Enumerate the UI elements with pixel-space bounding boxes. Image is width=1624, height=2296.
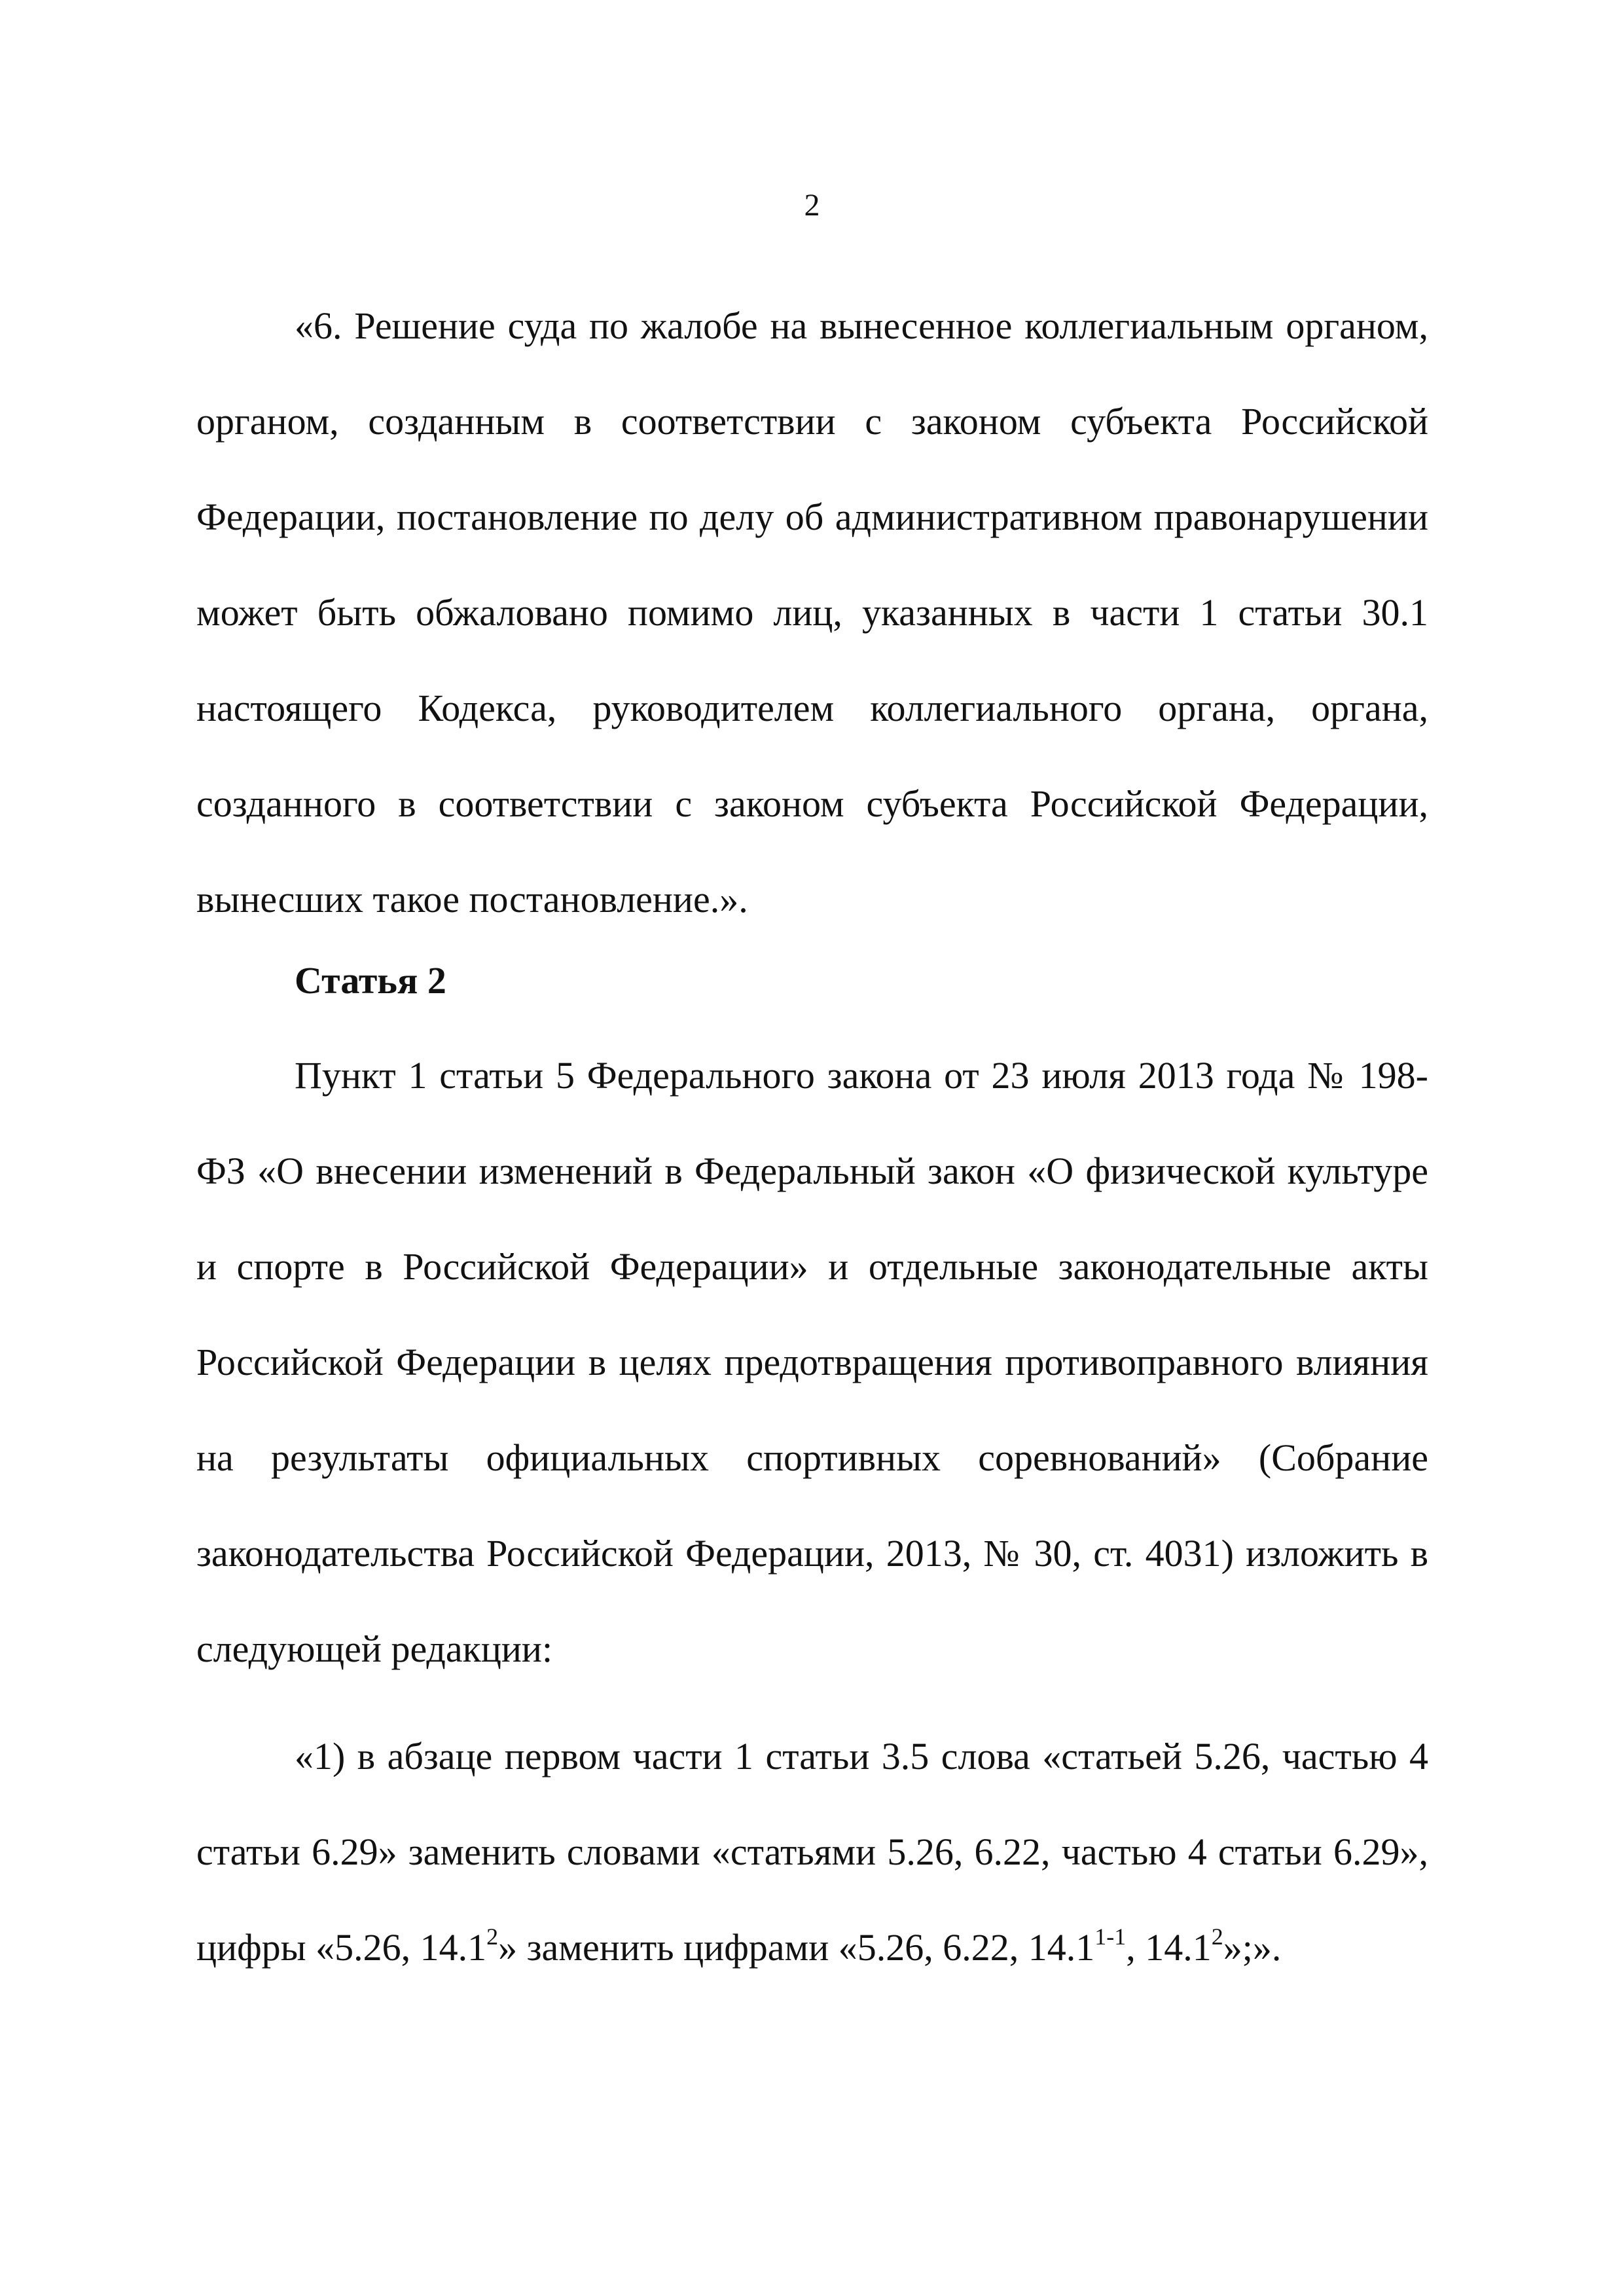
amendment-text-1: «1) в абзаце первом части 1 статьи 3.5 слова «статьей 5.26, частью 4 статьи 6.29» заменить словами «статьями 5.26, 6.22, частью 4 статьи 6.29», цифры «5.26, 14.1 [196, 1735, 1428, 1969]
amendment-text-2: » заменить цифрами «5.26, 6.22, 14.1 [498, 1926, 1095, 1969]
superscript-3: 2 [1211, 1923, 1223, 1950]
paragraph-block-2 [196, 1028, 1428, 1697]
amendment-text-4: »;». [1223, 1926, 1282, 1969]
paragraph-block-3 [196, 1709, 1428, 1995]
paragraph-block-1 [196, 278, 1428, 947]
superscript-1: 2 [486, 1923, 499, 1950]
page-number: 2 [804, 188, 820, 223]
paragraph-amendment-point-1 [196, 1709, 1428, 1995]
amendment-text-3: , 14.1 [1126, 1926, 1212, 1969]
article-heading: Статья 2 [295, 959, 446, 1002]
paragraph-article-2: Пункт 1 статьи 5 Федерального закона от 23 июля 2013 года № 198-ФЗ «О внесении изменений в Федеральный закон «О физической культуре и спорте в Российской Федерации» и отдельные законодательные акты Российской Федерации в целях предотвращения противоправного влияния на результаты официальных спортивных соревнований» (Собрание законодательства Российской Федерации, 2013, № 30, ст. 4031) изложить в следующей редакции: [196, 1054, 1428, 1670]
superscript-2: 1-1 [1094, 1923, 1127, 1950]
paragraph-amendment-part-6: «6. Решение суда по жалобе на вынесенное коллегиальным органом, органом, созданным в соответствии с законом субъекта Российской Федерации, постановление по делу об административном правонарушении может быть обжаловано помимо лиц, указанных в части 1 статьи 30.1 настоящего Кодекса, руководителем коллегиального органа, органа, созданного в соответствии с законом субъекта Российской Федерации, вынесших такое постановление.». [196, 304, 1428, 920]
